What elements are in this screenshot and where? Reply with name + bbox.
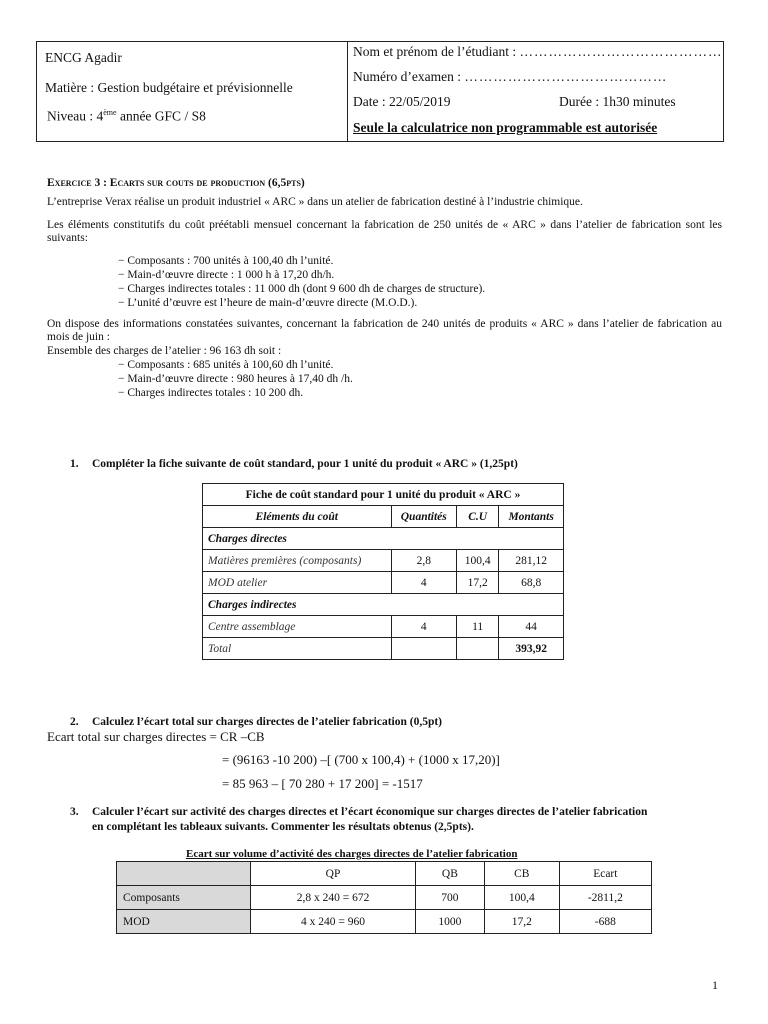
std-item-components: − Composants : 700 unités à 100,40 dh l’unité.: [118, 255, 334, 267]
section-indirect: Charges indirectes: [203, 594, 564, 616]
std-item-labor: − Main-d’œuvre directe : 1 000 h à 17,20 dh/h.: [118, 269, 335, 281]
col-header: Eléments du coût: [203, 506, 392, 528]
table-row: MOD atelier 4 17,2 68,8: [203, 572, 564, 594]
actual-total: Ensemble des charges de l’atelier : 96 163 dh soit :: [47, 345, 282, 357]
real-item-indirect: − Charges indirectes totales : 10 200 dh.: [118, 387, 304, 399]
q2-line2: = (96163 -10 200) –[ (700 x 100,4) + (1000 x 17,20)]: [222, 752, 500, 767]
table-row: Matières premières (composants) 2,8 100,4 281,12: [203, 550, 564, 572]
calculator-note: Seule la calculatrice non programmable est autorisée: [353, 120, 658, 135]
col-header: Quantités: [391, 506, 456, 528]
q3-table-title: Ecart sur volume d’activité des charges directes de l’atelier fabrication: [186, 848, 518, 860]
col-header: CB: [484, 862, 559, 886]
table-row: Composants 2,8 x 240 = 672 700 100,4 -2811,2: [117, 886, 652, 910]
std-item-unit: − L’unité d’œuvre est l’heure de main-d’œuvre directe (M.O.D.).: [118, 297, 418, 309]
exam-header: [36, 41, 724, 142]
standard-cost-table: [202, 483, 564, 660]
exam-date: Date : 22/05/2019: [353, 94, 451, 109]
col-header: C.U: [456, 506, 498, 528]
standard-paragraph: Les éléments constitutifs du coût préétabli mensuel concernant la fabrication de 250 unités de « ARC » dans l’atelier de fabrication sont les suivants:: [47, 219, 722, 244]
std-item-indirect: − Charges indirectes totales : 11 000 dh (dont 9 600 dh de charges de structure).: [118, 283, 486, 295]
section-direct: Charges directes: [203, 528, 564, 550]
real-item-components: − Composants : 685 unités à 100,60 dh l’unité.: [118, 359, 334, 371]
q1-number: 1.: [70, 458, 79, 470]
q3-text-1: Calculer l’écart sur activité des charges directes et l’écart économique sur charges directes de l’atelier fabrication: [92, 806, 648, 818]
q2-line1: Ecart total sur charges directes = CR –CB: [47, 729, 265, 744]
student-name-field[interactable]: Nom et prénom de l’étudiant : ……………………………………: [353, 44, 723, 59]
total-row: Total 393,92: [203, 638, 564, 660]
subject: Matière : Gestion budgétaire et prévisionnelle: [45, 80, 293, 95]
q1-text: Compléter la fiche suivante de coût standard, pour 1 unité du produit « ARC » (1,25pt): [92, 458, 518, 470]
activity-variance-table: [116, 861, 652, 934]
col-header: Ecart: [559, 862, 651, 886]
header-divider: [347, 42, 348, 141]
actual-paragraph: On dispose des informations constatées suivantes, concernant la fabrication de 240 unités de produits « ARC » dans l’atelier de fabrication au mois de juin :: [47, 318, 722, 343]
exercise-intro: L’entreprise Verax réalise un produit industriel « ARC » dans un atelier de fabrication destiné à l’industrie chimique.: [47, 196, 583, 208]
level: Niveau : 4ème année GFC / S8: [47, 108, 206, 124]
school-name: ENCG Agadir: [45, 50, 122, 65]
q2-number: 2.: [70, 716, 79, 728]
exam-number-field[interactable]: Numéro d’examen : ……………………………………: [353, 69, 668, 84]
col-header: QP: [251, 862, 416, 886]
col-header: Montants: [499, 506, 564, 528]
table-title: Fiche de coût standard pour 1 unité du produit « ARC »: [203, 484, 564, 506]
page-number: 1: [712, 978, 718, 992]
q2-line3: = 85 963 – [ 70 280 + 17 200] = -1517: [222, 776, 423, 791]
q2-text: Calculez l’écart total sur charges directes de l’atelier fabrication (0,5pt): [92, 716, 443, 728]
table-row: Centre assemblage 4 11 44: [203, 616, 564, 638]
exam-duration: Durée : 1h30 minutes: [559, 94, 676, 109]
table-row: MOD 4 x 240 = 960 1000 17,2 -688: [117, 910, 652, 934]
col-header: QB: [415, 862, 484, 886]
q3-text-2: en complétant les tableaux suivants. Commenter les résultats obtenus (2,5pts).: [92, 821, 474, 833]
q3-number: 3.: [70, 806, 79, 818]
exercise-title: Exercice 3 : Ecarts sur couts de production (6,5pts): [47, 177, 305, 189]
real-item-labor: − Main-d’œuvre directe : 980 heures à 17,40 dh /h.: [118, 373, 353, 385]
